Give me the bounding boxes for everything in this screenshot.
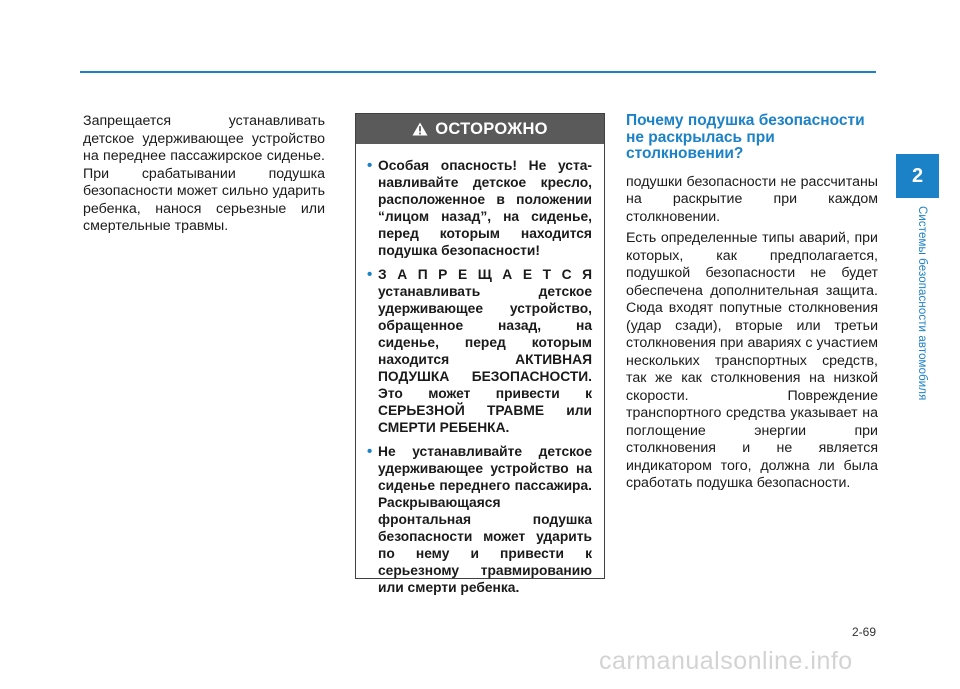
top-rule bbox=[80, 71, 876, 73]
bullet-icon: • bbox=[367, 443, 373, 460]
warning-item-text: З А П Р Е Щ А Е Т С Я устанавливать детское удерживающее устройство, обращенное назад, на сиденье, перед которым находится АКТИВНАЯ ПОДУШКА БЕЗОПАСНОСТИ. Это может привести к СЕРЬЕЗНОЙ ТРАВМЕ или СМЕРТИ РЕБЕНКА. bbox=[378, 267, 592, 435]
right-paragraph: Есть определенные типы аварий, при которых, как предполагается, подушкой безопасности не будет обеспечена дополнительная защита. Сюда входят попутные столкновения (удар сзади), вторые или третьи столкновения при авариях с участием нескольких транспортных средств, так же как столкновения на низкой скорости. Повреждение транспортного средства указывает на поглощение энергии при столкновения и не является индикатором того, должна ли была сработать подушка безопасности. bbox=[626, 230, 878, 491]
warning-box bbox=[355, 113, 605, 595]
left-column bbox=[83, 113, 325, 236]
chapter-number-tab: 2 bbox=[896, 154, 939, 198]
right-column bbox=[626, 113, 878, 497]
bullet-icon: • bbox=[367, 157, 373, 174]
right-paragraph: подушки безопасности не рассчитаны на раскрытие при каждом столкновении. bbox=[626, 173, 878, 225]
warning-item bbox=[367, 443, 592, 596]
bullet-icon: • bbox=[367, 266, 373, 283]
watermark: carmanualsonline.info bbox=[599, 647, 853, 675]
warning-item bbox=[367, 266, 592, 436]
warning-header bbox=[356, 114, 604, 144]
warning-list bbox=[356, 144, 604, 596]
left-paragraph: Запрещается устанавливать детское удерживающее устройство на переднее пассажирское сиденье. При срабатывании подушка безопасности может сильно ударить ребенка, нанося серьезные или смертельные травмы. bbox=[83, 113, 325, 234]
warning-item bbox=[367, 157, 592, 259]
section-title: Почему подушка безопасности не раскрылась при столкновении? bbox=[626, 112, 865, 162]
warning-triangle-icon bbox=[412, 122, 428, 136]
warning-title: ОСТОРОЖНО bbox=[435, 119, 548, 138]
page-number: 2-69 bbox=[851, 625, 876, 639]
chapter-title: Системы безопасности автомобиля bbox=[916, 206, 928, 401]
warning-item-text: Не устанавливайте детское удерживающее устройство на сиденье переднего пассажира. Раскрывающаяся фронтальная подушка безопасности может ударить по нему и привести к серьезному травмированию или смерти ребенка. bbox=[378, 444, 592, 595]
warning-item-text: Особая опасность! Не уста-навливайте детское кресло, расположенное в положении “лицом назад”, на сиденье, перед которым находится подушка безопасности! bbox=[378, 158, 592, 258]
